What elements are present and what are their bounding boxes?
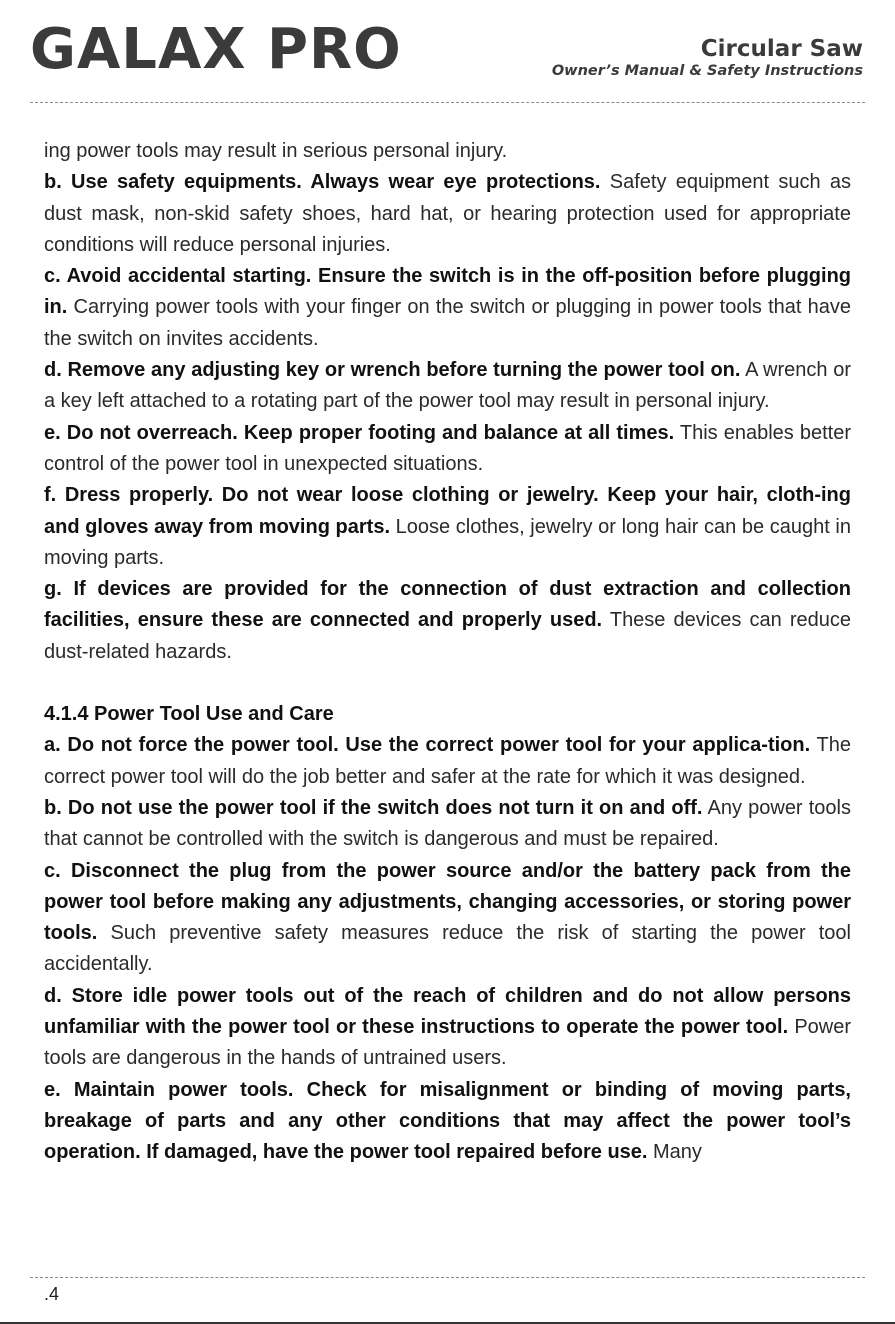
list-item xyxy=(44,981,851,1075)
item-text: Safety equipment such as dust mask, non-skid safety shoes, hard hat, or hearing protection used for appropriate conditions will reduce personal injuries. xyxy=(44,171,851,256)
item-text: Loose clothes, jewelry or long hair can be caught in moving parts. xyxy=(44,515,851,569)
list-item xyxy=(44,480,851,574)
item-heading: f. Dress properly. Do not wear loose clothing or jewelry. Keep your hair, cloth-ing and gloves away from moving parts. xyxy=(44,484,851,538)
item-text: The correct power tool will do the job better and safer at the rate for which it was designed. xyxy=(44,734,851,788)
item-heading: e. Maintain power tools. Check for misalignment or binding of moving parts, breakage of parts and any other conditions that may affect the power tool’s operation. If damaged, have the power tool repaired before use. xyxy=(44,1078,851,1164)
item-heading: b. Use safety equipments. Always wear eye protections. xyxy=(44,171,601,194)
list-item xyxy=(44,793,851,856)
section-heading: 4.1.4 Power Tool Use and Care xyxy=(44,703,334,726)
item-text: Such preventive safety measures reduce the risk of starting the power tool accidentally. xyxy=(44,922,851,976)
manual-body xyxy=(44,136,851,1169)
item-heading: e. Do not overreach. Keep proper footing and balance at all times. xyxy=(44,421,675,444)
list-item xyxy=(44,418,851,481)
list-item xyxy=(44,730,851,793)
item-text: This enables better control of the power tool in unexpected situations. xyxy=(44,421,851,475)
list-item xyxy=(44,1075,851,1169)
item-heading: c. Disconnect the plug from the power source and/or the battery pack from the power tool before making any adjustments, changing accessories, or storing power tools. xyxy=(44,859,851,945)
page-header xyxy=(0,0,895,100)
item-heading: a. Do not force the power tool. Use the correct power tool for your applica-tion. xyxy=(44,734,811,757)
header-divider xyxy=(30,102,865,103)
document-subtitle: Owner’s Manual & Safety Instructions xyxy=(551,63,863,79)
item-text: Power tools are dangerous in the hands of untrained users. xyxy=(44,1016,852,1070)
list-item xyxy=(44,856,851,981)
item-heading: b. Do not use the power tool if the switch does not turn it on and off. xyxy=(44,796,703,819)
item-text: These devices can reduce dust-related hazards. xyxy=(44,609,851,663)
document-title: Circular Saw xyxy=(700,36,863,62)
item-text: Many xyxy=(647,1141,702,1164)
brand-logo: GALAX PRO xyxy=(30,17,402,82)
footer-divider xyxy=(30,1277,865,1278)
list-item xyxy=(44,167,851,261)
list-item xyxy=(44,355,851,418)
list-item xyxy=(44,574,851,668)
section-spacer xyxy=(44,668,851,699)
item-heading: d. Store idle power tools out of the reach of children and do not allow persons unfamiliar with the power tool or these instructions to operate the power tool. xyxy=(44,984,851,1039)
intro-paragraph: ing power tools may result in serious personal injury. xyxy=(44,140,508,162)
item-text: A wrench or a key left attached to a rotating part of the power tool may result in personal injury. xyxy=(44,359,852,413)
item-text: Any power tools that cannot be controlled with the switch is dangerous and must be repaired. xyxy=(44,796,851,851)
page-number: .4 xyxy=(44,1284,60,1304)
item-text: Carrying power tools with your finger on the switch or plugging in power tools that have the switch on invites accidents. xyxy=(44,296,851,350)
list-item xyxy=(44,261,851,355)
item-heading: d. Remove any adjusting key or wrench before turning the power tool on. xyxy=(44,359,741,382)
item-heading: g. If devices are provided for the connection of dust extraction and collection facilities, ensure these are connected and properly used. xyxy=(44,578,851,632)
item-heading: c. Avoid accidental starting. Ensure the switch is in the off-position before plugging in. xyxy=(44,265,851,319)
